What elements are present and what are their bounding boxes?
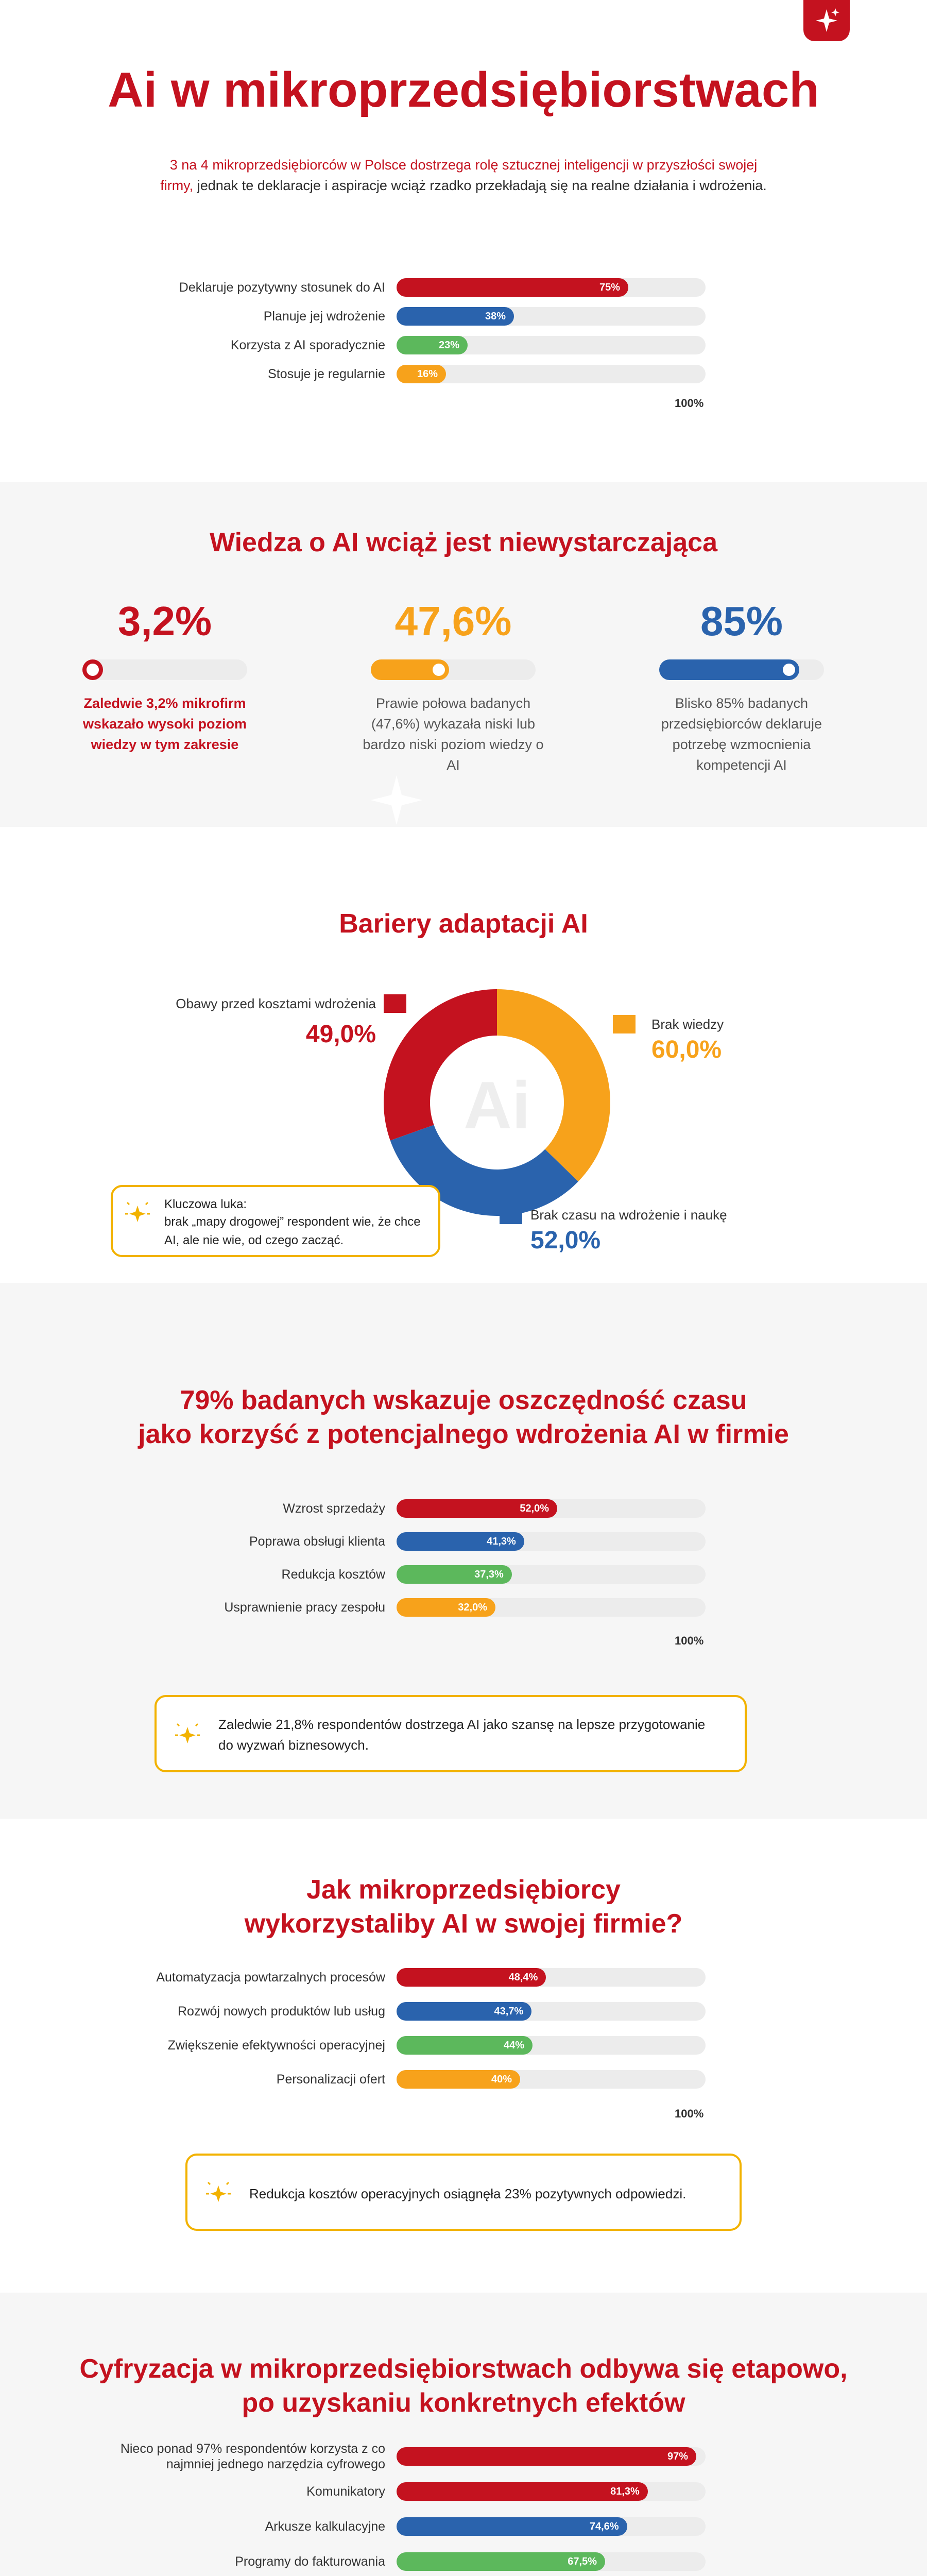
bar-row — [0, 2552, 927, 2571]
savings-note — [154, 1695, 747, 1772]
bar-value-label: 44% — [503, 2040, 524, 2051]
stat-description: Blisko 85% badanych przedsiębiorców deklaruje potrzebę wzmocnienia kompetencji AI — [661, 696, 822, 773]
usage-note-text: Redukcja kosztów operacyjnych osiągnęła 23% pozytywnych odpowiedzi. — [249, 2186, 686, 2201]
legend-value-knowledge: 60,0% — [651, 1036, 722, 1063]
bar-row — [0, 1565, 927, 1584]
usage-section — [0, 1834, 927, 2287]
sparkle-icon — [360, 770, 433, 827]
legend-label-costs: Obawy przed kosztami wdrożenia — [176, 996, 376, 1011]
knowledge-stats — [0, 482, 927, 827]
bar-value-label: 52,0% — [520, 1503, 549, 1514]
bar-row — [0, 336, 927, 354]
bar-row — [0, 1499, 927, 1518]
legend-swatch-costs — [384, 994, 406, 1013]
savings-title: 79% badanych wskazuje oszczędność czasu jako korzyść z potencjalnego wdrożenia AI w firmie — [138, 1385, 789, 1449]
bar-row — [0, 2517, 927, 2536]
bar-row — [0, 2070, 927, 2089]
savings-note-text: Zaledwie 21,8% respondentów dostrzega AI jako szansę na lepsze przygotowanie do wyzwań biznesowych. — [218, 1717, 706, 1753]
bar-value-label: 75% — [599, 282, 620, 293]
usage-note — [185, 2154, 742, 2231]
intro-text — [154, 155, 772, 196]
stat-progress-bar — [82, 659, 247, 680]
bar-label: Programy do fakturowania — [235, 2554, 385, 2569]
bar-label: Stosuje je regularnie — [268, 367, 385, 381]
bar-label: Arkusze kalkulacyjne — [265, 2519, 385, 2534]
header-section — [0, 0, 927, 464]
bar-label: Redukcja kosztów — [281, 1567, 385, 1582]
corner-badge — [803, 0, 850, 41]
key-gap-title: Kluczowa luka: — [164, 1197, 247, 1211]
bar-value-label: 38% — [485, 311, 506, 322]
legend-label-time: Brak czasu na wdrożenie i naukę — [530, 1207, 727, 1223]
stat-progress-knob — [87, 664, 99, 676]
barriers-title: Bariery adaptacji AI — [339, 909, 588, 939]
intro-rest: jednak te deklaracje i aspiracje wciąż rzadko przekładają się na realne działania i wdrożenia. — [193, 178, 767, 193]
bar-row — [0, 2442, 927, 2471]
axis-max-label: 100% — [675, 1634, 704, 1647]
bar-value-label: 74,6% — [589, 2521, 619, 2532]
usage-title: Jak mikroprzedsiębiorcy wykorzystaliby AI w swojej firmie? — [244, 1875, 683, 1939]
bar-value-label: 81,3% — [610, 2486, 640, 2497]
bar-value-label: 48,4% — [508, 1972, 538, 1983]
bar-row — [0, 278, 927, 297]
stat-description: Prawie połowa badanych (47,6%) wykazała niski lub bardzo niski poziom wiedzy o AI — [363, 696, 544, 773]
bar-row — [0, 1598, 927, 1617]
bar-value-label: 32,0% — [458, 1602, 487, 1613]
savings-bar-chart — [0, 1499, 927, 1664]
lightbulb-icon — [203, 2178, 234, 2209]
stat-description: Zaledwie 3,2% mikrofirm wskazało wysoki poziom wiedzy w tym zakresie — [82, 696, 247, 752]
legend-swatch-knowledge — [613, 1015, 636, 1033]
stat-progress-bar — [371, 659, 536, 680]
bar-label: Usprawnienie pracy zespołu — [224, 1600, 385, 1615]
digitization-section — [0, 2293, 927, 2576]
bar-label: Rozwój nowych produktów lub usług — [178, 2004, 385, 2019]
bar-label: Planuje jej wdrożenie — [263, 309, 385, 324]
legend-value-costs: 49,0% — [305, 1021, 376, 1048]
knowledge-section — [0, 482, 927, 827]
lightbulb-icon — [172, 1720, 203, 1751]
axis-max-label: 100% — [675, 397, 704, 410]
donut-center-label: Ai — [464, 1067, 530, 1143]
bar-value-label: 41,3% — [487, 1536, 516, 1547]
digitization-bar-chart — [0, 2442, 927, 2576]
bar-label: Deklaruje pozytywny stosunek do AI — [179, 280, 385, 295]
bar-label: Korzysta z AI sporadycznie — [230, 338, 385, 352]
stat-value: 47,6% — [394, 598, 512, 644]
bar-value-label: 37,3% — [474, 1569, 504, 1580]
page-title: Ai w mikroprzedsiębiorstwach — [108, 62, 819, 117]
bar-label: Nieco ponad 97% respondentów korzysta z co najmniej jednego narzędzia cyfrowego — [120, 2442, 385, 2471]
key-gap-text: brak „mapy drogowej” respondent wie, że chce AI, ale nie wie, od czego zacząć. — [164, 1215, 421, 1247]
bar-value-label: 23% — [438, 340, 459, 351]
stat-value: 3,2% — [117, 598, 212, 644]
adoption-bar-chart — [0, 273, 927, 443]
stat-progress-fill — [659, 659, 799, 680]
stat-progress-bar — [659, 659, 824, 680]
lightbulb-icon — [122, 1198, 153, 1229]
bar-value-label: 43,7% — [494, 2006, 524, 2017]
bar-value-label: 40% — [491, 2074, 512, 2085]
bar-label: Personalizacji ofert — [276, 2072, 385, 2087]
usage-bar-chart — [0, 1968, 927, 2133]
bar-value-label: 67,5% — [568, 2556, 597, 2567]
bar-label: Wzrost sprzedaży — [283, 1501, 385, 1516]
bar-row — [0, 1968, 927, 1987]
savings-section — [0, 1283, 927, 1819]
stat-progress-knob — [783, 664, 795, 676]
bar-value-label: 97% — [667, 2451, 688, 2462]
digitization-title: Cyfryzacja w mikroprzedsiębiorstwach odbywa się etapowo, po uzyskaniu konkretnych efektów — [79, 2354, 848, 2418]
key-gap-note — [111, 1185, 440, 1257]
bar-row — [0, 2482, 927, 2501]
legend-value-time: 52,0% — [530, 1227, 601, 1254]
sparkle-icon — [803, 0, 850, 41]
intro-highlight: 3 na 4 mikroprzedsiębiorców w Polsce dostrzega rolę sztucznej inteligencji w przyszłości swojej firmy, — [160, 157, 758, 193]
stat-value: 85% — [700, 598, 783, 644]
bar-row — [0, 2002, 927, 2021]
knowledge-title: Wiedza o AI wciąż jest niewystarczająca — [209, 528, 718, 557]
bar-label: Poprawa obsługi klienta — [249, 1534, 385, 1549]
bar-row — [0, 2036, 927, 2055]
bar-label: Automatyzacja powtarzalnych procesów — [156, 1970, 385, 1985]
barriers-section — [0, 845, 927, 1267]
bar-label: Komunikatory — [306, 2484, 385, 2499]
bar-row — [0, 307, 927, 326]
legend-label-knowledge: Brak wiedzy — [651, 1016, 724, 1032]
bar-value-label: 16% — [417, 368, 438, 380]
legend-swatch-time — [500, 1206, 522, 1224]
bar-row — [0, 1532, 927, 1551]
bar-label: Zwiększenie efektywności operacyjnej — [167, 2038, 385, 2053]
axis-max-label: 100% — [675, 2107, 704, 2120]
bar-row — [0, 365, 927, 383]
